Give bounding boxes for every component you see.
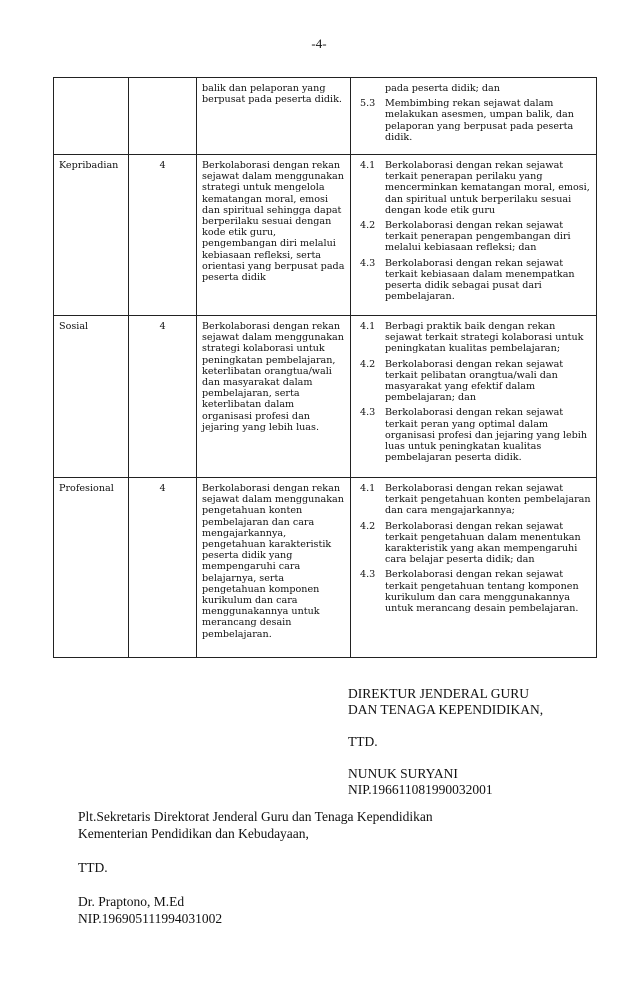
indicator-item: [356, 407, 591, 463]
indicator-item: [356, 521, 591, 566]
indicator-text: Berkolaborasi dengan rekan sejawat terkait pengetahuan tentang komponen kurikulum dan cara menggunakannya untuk merancang desain pembelajaran.: [385, 569, 579, 615]
count-cell: 4: [129, 478, 197, 658]
secretary-name: Dr. Praptono, M.Ed: [78, 894, 185, 909]
indicator-item: [356, 359, 591, 404]
table-row: [54, 316, 597, 478]
secretary-title-line1: Plt.Sekretaris Direktorat Jenderal Guru dan Tenaga Kependidikan: [78, 809, 433, 824]
secretary-ttd: TTD.: [78, 860, 108, 875]
indicator-cell: [351, 316, 597, 478]
secretary-block: [78, 808, 433, 927]
director-title-line1: DIREKTUR JENDERAL GURU: [348, 686, 529, 701]
competency-table: [53, 77, 597, 658]
indicator-cell: [351, 155, 597, 316]
indicator-text: Berkolaborasi dengan rekan sejawat terkait penerapan perilaku yang mencerminkan kematangan moral, emosi, dan spiritual untuk berperilaku sesuai dengan kode etik guru: [385, 160, 590, 216]
table-row: [54, 78, 597, 155]
indicator-item: [356, 321, 591, 355]
director-signature-block: [348, 686, 543, 798]
secretary-nip: NIP.196905111994031002: [78, 911, 223, 926]
indicator-code: 4.1: [360, 483, 376, 494]
indicator-code: 4.3: [360, 569, 376, 581]
table-row: [54, 155, 597, 316]
secretary-title-line2: Kementerian Pendidikan dan Kebudayaan,: [78, 826, 309, 841]
indicator-text: Berbagi praktik baik dengan rekan sejawat terkait strategi kolaborasi untuk peningkatan kualitas pembelajaran;: [385, 321, 584, 355]
count-cell: [129, 78, 197, 155]
director-title-line2: DAN TENAGA KEPENDIDIKAN,: [348, 702, 544, 717]
indicator-text: Membimbing rekan sejawat dalam melakukan asesmen, umpan balik, dan pelaporan yang berpusat pada peserta didik.: [385, 98, 574, 143]
domain-cell: Profesional: [54, 478, 129, 658]
director-ttd: TTD.: [348, 734, 378, 749]
domain-cell: [54, 78, 129, 155]
table-row: [54, 478, 597, 658]
indicator-code: 5.3: [360, 98, 376, 110]
indicator-text: pada peserta didik; dan: [385, 83, 500, 94]
indicator-text: Berkolaborasi dengan rekan sejawat terkait pengetahuan konten pembelajaran dan cara mengajarkannya;: [385, 483, 591, 517]
indicator-item: [356, 483, 591, 517]
indicator-text: Berkolaborasi dengan rekan sejawat terkait pelibatan orangtua/wali dan masyarakat yang efektif dalam pembelajaran; dan: [385, 358, 564, 404]
indicator-cell: [351, 478, 597, 658]
description-cell: balik dan pelaporan yang berpusat pada peserta didik.: [197, 78, 351, 155]
indicator-code: 4.1: [360, 160, 376, 171]
indicator-text: Berkolaborasi dengan rekan sejawat terkait kebiasaan dalam menempatkan peserta didik sebagai pusat dari pembelajaran.: [385, 257, 575, 303]
indicator-code: 4.3: [360, 407, 376, 419]
indicator-item: [356, 98, 591, 143]
indicator-item: [356, 160, 591, 216]
description-cell: Berkolaborasi dengan rekan sejawat dalam menggunakan pengetahuan konten pembelajaran dan cara mengajarkannya, pengetahuan karakteristik peserta didik yang mempengaruhi cara belajarnya, serta pengetahuan komponen kurikulum dan cara menggunakannya untuk merancang desain pembelajaran.: [197, 478, 351, 658]
indicator-code: 4.2: [360, 520, 376, 532]
domain-cell: Kepribadian: [54, 155, 129, 316]
indicator-code: 4.2: [360, 220, 376, 232]
indicator-item: [356, 220, 591, 254]
domain-cell: Sosial: [54, 316, 129, 478]
indicator-text: Berkolaborasi dengan rekan sejawat terkait peran yang optimal dalam organisasi profesi dan jejaring yang lebih luas untuk peningkatan kualitas pembelajaran peserta didik.: [385, 407, 588, 464]
indicator-item: [356, 83, 591, 94]
indicator-code: 4.3: [360, 257, 376, 269]
indicator-cell: [351, 78, 597, 155]
indicator-item: [356, 569, 591, 614]
indicator-code: 4.1: [360, 321, 376, 332]
page-number: -4-: [311, 36, 327, 51]
count-cell: 4: [129, 316, 197, 478]
indicator-text: Berkolaborasi dengan rekan sejawat terkait penerapan pengembangan diri melalui kebiasaan refleksi; dan: [385, 220, 571, 254]
director-name: NUNUK SURYANI: [348, 766, 458, 781]
description-cell: Berkolaborasi dengan rekan sejawat dalam menggunakan strategi kolaborasi untuk peningkatan pembelajaran, keterlibatan orangtua/wali dan masyarakat dalam pembelajaran, serta keterlibatan dalam organisasi profesi dan jejaring yang lebih luas.: [197, 316, 351, 478]
indicator-code: 4.2: [360, 358, 376, 370]
indicator-text: Berkolaborasi dengan rekan sejawat terkait pengetahuan dalam menentukan karakteristik yang akan mempengaruhi cara belajar peserta didik; dan: [385, 520, 581, 566]
indicator-item: [356, 258, 591, 303]
count-cell: 4: [129, 155, 197, 316]
description-cell: Berkolaborasi dengan rekan sejawat dalam menggunakan strategi untuk mengelola kematangan moral, emosi dan spiritual sehingga dapat berperilaku sesuai dengan kode etik guru, pengembangan diri melalui kebiasaan refleksi, serta orientasi yang berpusat pada peserta didik: [197, 155, 351, 316]
director-nip: NIP.196611081990032001: [348, 782, 493, 797]
